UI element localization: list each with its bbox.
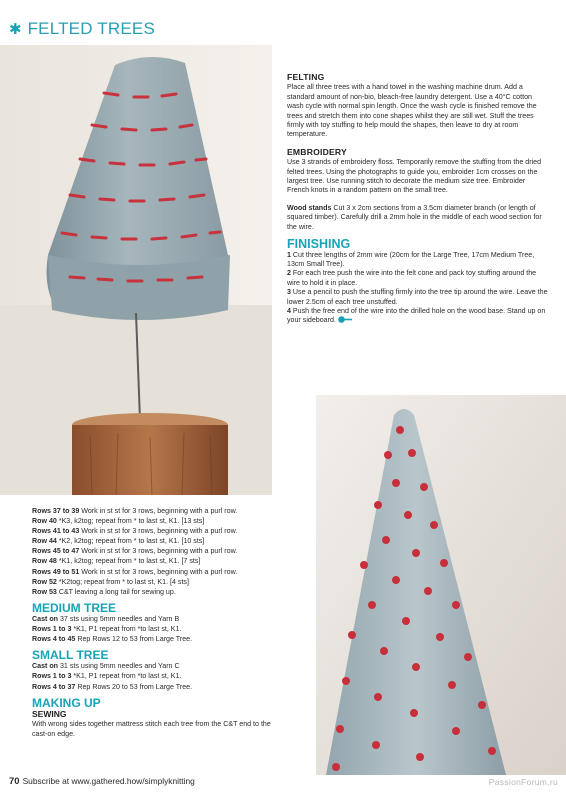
row-text: C&T leaving a long tail for sewing up. (56, 587, 176, 596)
pattern-row (32, 661, 282, 671)
row-label: Rows 4 to 45 (32, 635, 76, 644)
tree-photo-illustration (0, 45, 272, 495)
felting-heading: FELTING (287, 72, 325, 82)
section-title: FELTED TREES (27, 19, 155, 38)
finishing-step (287, 269, 549, 288)
row-text: Rep Rows 20 to 53 from Large Tree. (75, 682, 193, 691)
row-label: Rows 1 to 3 (32, 672, 72, 681)
row-text: *K3, k2tog; repeat from * to last st, K1. [13 sts] (56, 517, 205, 526)
wood-stands-paragraph (287, 204, 549, 232)
step-number: 3 (287, 288, 291, 297)
pattern-row (32, 567, 282, 577)
page-footer (9, 776, 195, 787)
right-column (287, 73, 549, 326)
step-text: For each tree push the wire into the felt cone and pack toy stuffing around the wire to hold it in place. (287, 269, 537, 287)
medium-tree-heading: MEDIUM TREE (32, 600, 116, 615)
wood-stands-label: Wood stands (287, 203, 332, 212)
pattern-row (32, 516, 282, 526)
pattern-row (32, 682, 282, 692)
pattern-row (32, 614, 282, 624)
left-column (32, 506, 282, 739)
pattern-row (32, 587, 282, 597)
photo-running-stitch-tree (0, 45, 272, 495)
making-up-heading: MAKING UP (32, 695, 101, 710)
pattern-row (32, 526, 282, 536)
row-text: Work in st st for 3 rows, beginning with a purl row. (79, 507, 238, 515)
wood-stands-text: Cut 3 x 2cm sections from a 3.5cm diameter branch (or length of squared timber). Carefully drill a 2mm hole in the middle of each wood section for the wire. (287, 203, 542, 231)
knot-tree-illustration (316, 395, 566, 775)
row-label: Rows 1 to 3 (32, 625, 72, 634)
row-text: *K1, P1 repeat from *to last st, K1. (71, 625, 182, 634)
step-number: 2 (287, 269, 291, 278)
row-text: Work in st st for 3 rows, beginning with a purl row. (79, 567, 238, 576)
row-text: *K1, P1 repeat from *to last st, K1. (71, 672, 182, 681)
row-label: Cast on (32, 614, 59, 623)
row-text: *K2tog; repeat from * to last st, K1. [4 sts] (56, 577, 189, 586)
footer-subscribe-text: Subscribe at www.gathered.how/simplyknitting (22, 776, 195, 786)
finishing-heading: FINISHING (287, 237, 351, 252)
small-tree-heading: SMALL TREE (32, 648, 109, 663)
row-label: Rows 49 to 51 (32, 567, 80, 576)
row-text: 31 sts using 5mm needles and Yarn C (58, 662, 180, 671)
asterisk-icon: ✱ (9, 20, 22, 38)
step-text: Push the free end of the wire into the drilled hole on the wood base. Stand up on your sideboard. (287, 306, 546, 325)
pattern-row (32, 546, 282, 556)
photo-french-knot-tree (316, 395, 566, 775)
step-number: 1 (287, 250, 291, 259)
pattern-row (32, 634, 282, 644)
row-label: Row 53 (32, 587, 57, 596)
row-label: Row 44 (32, 537, 57, 546)
row-label: Row 52 (32, 577, 57, 586)
pattern-row (32, 556, 282, 566)
watermark: PassionForum.ru (488, 777, 558, 787)
pattern-row (32, 671, 282, 681)
row-label: Rows 41 to 43 (32, 527, 80, 536)
row-text: Work in st st for 3 rows, beginning with a purl row. (79, 527, 238, 536)
sewing-subheading: SEWING (32, 708, 67, 719)
row-text: 37 sts using 5mm needles and Yarn B (58, 614, 180, 623)
row-text: Work in st st for 3 rows, beginning with a purl row. (79, 547, 238, 556)
row-text: *K1, k2tog; repeat from * to last st, K1. [7 sts] (56, 557, 201, 566)
pattern-row (32, 577, 282, 587)
step-text: Cut three lengths of 2mm wire (20cm for the Large Tree, 17cm Medium Tree, 13cm Small Tree). (287, 250, 535, 268)
row-label: Cast on (32, 662, 59, 671)
page-number: 70 (9, 776, 20, 787)
section-header (0, 18, 155, 40)
end-mark-icon (338, 316, 352, 323)
row-label: Row 40 (32, 517, 57, 526)
pattern-row (32, 536, 282, 546)
row-label: Rows 45 to 47 (32, 547, 80, 556)
finishing-step (287, 251, 549, 270)
pattern-row (32, 506, 282, 516)
row-text: Rep Rows 12 to 53 from Large Tree. (75, 635, 193, 644)
finishing-step (287, 288, 549, 307)
row-label: Row 48 (32, 557, 57, 566)
row-text: *K2, k2tog; repeat from * to last st, K1. [10 sts] (56, 537, 205, 546)
embroidery-body: Use 3 strands of embroidery floss. Temporarily remove the stuffing from the dried felted trees. Using the photographs to guide you, embroider 1cm crosses on the largest tree. Use running stitch to decorate the medium size tree. Embroider French knots in a random pattern on the small tree. (287, 158, 542, 195)
step-text: Use a pencil to push the stuffing firmly into the tree tip around the wire. Leave the lower 2.5cm of each tree unstuffed. (287, 288, 548, 306)
row-label: Rows 4 to 37 (32, 682, 76, 691)
sewing-body: With wrong sides together mattress stitch each tree from the C&T end to the cast-on edge. (32, 719, 271, 738)
row-label: Rows 37 to 39 (32, 507, 80, 515)
pattern-row (32, 624, 282, 634)
step-number: 4 (287, 306, 291, 315)
felting-body: Place all three trees with a hand towel in the washing machine drum. Add a standard amount of non-bio, bleach-free laundry detergent. Use a 40°C cotton wash cycle with normal spin length. Once the wash cycle is finished remove the trees and stretch them into cone shapes whilst they are still wet. Stuff the trees firmly with toy stuffing to help mould the shapes, then leave to dry at room temperature. (287, 83, 537, 139)
embroidery-heading: EMBROIDERY (287, 146, 347, 157)
finishing-step (287, 307, 549, 326)
